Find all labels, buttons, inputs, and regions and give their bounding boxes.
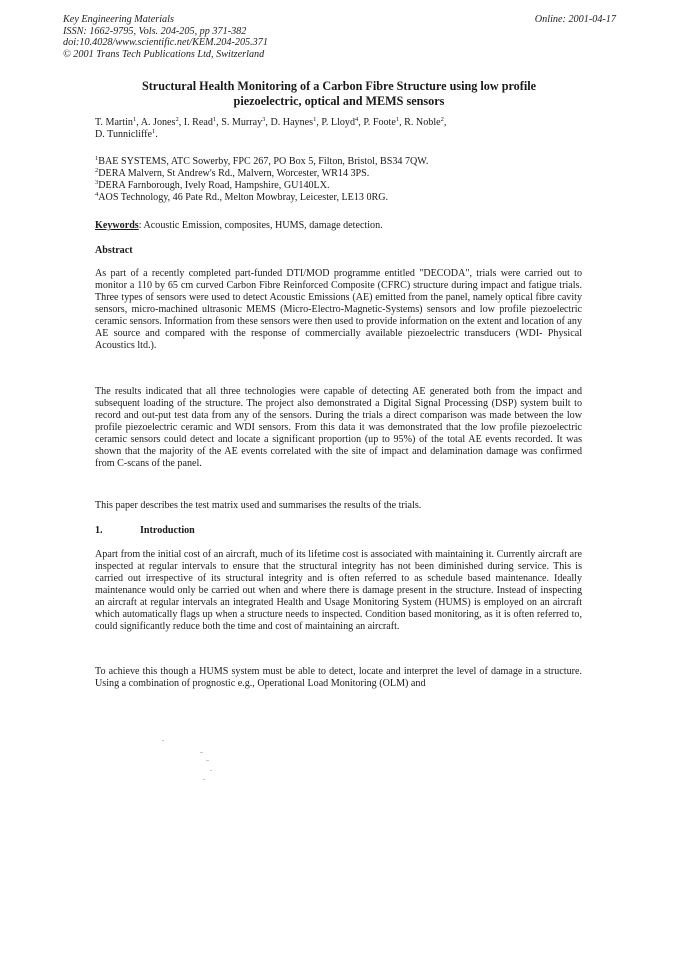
affiliation-number: 2 [95,167,99,174]
copyright-line: © 2001 Trans Tech Publications Ltd, Switzerland [63,48,265,60]
abstract-paragraph-2: The results indicated that all three technologies were capable of detecting AE generated both from the impact and subsequent loading of the structure. The project also demonstrated a Digital Signal Processing (DSP) system built to record and out-put test data from any of the sensors. During the trials a direct comparison was made between the low profile piezoelectric ceramic and WDI sensors. From this data it was demonstrated that the low profile piezoelectric ceramic sensors could detect and locate a significant proportion (up to 95%) of the total AE events recorded. It was shown that the majority of the AE events correlated with the site of impact and delamination damage was confirmed from C-scans of the panel. [95,386,582,469]
online-date: Online: 2001-04-17 [534,14,616,25]
title-line-2: piezoelectric, optical and MEMS sensors [233,93,445,108]
journal-name: Key Engineering Materials [63,14,174,25]
author-affiliation-mark: 2 [440,116,444,123]
abstract-heading: Abstract [95,245,133,256]
author-name: P. Foote [363,117,396,128]
author-name: R. Noble [404,117,441,128]
author-name: P. Lloyd [321,117,356,128]
doi-line[interactable]: doi:10.4028/www.scientific.net/KEM.204-205.371 [63,37,268,49]
author-line-2: D. Tunnicliffe$^1$. [95,128,158,140]
scan-speck [203,779,205,780]
section-heading [95,525,582,537]
author-affiliation-mark: 2 [175,116,179,123]
intro-paragraph-1: Apart from the initial cost of an aircraft, much of its lifetime cost is associated with maintaining it. Currently aircraft are inspected at regular intervals to ensure that the structural integrity has not been diminished during service. This is carried out irrespective of its structural integrity and is often referred to as schedule based maintenance. Ideally maintenance would only be carried out when and where there is damage present in the structure. Instead of inspecting an aircraft at regular intervals an integrated Health and Usage Monitoring System (HUMS) is employed on an aircraft which automatically flags up when a structure needs to inspected. Condition based monitoring, as it is often referred to, could significantly reduce both the time and cost of maintaining an aircraft. [95,549,582,632]
scan-speck [210,770,212,771]
keywords-line [95,220,582,232]
scan-speck [200,752,203,753]
scan-speck [206,760,209,761]
keywords-text: : Acoustic Emission, composites, HUMS, damage detection. [138,220,383,231]
affiliation-number: 3 [95,179,99,186]
abstract-paragraph-1: As part of a recently completed part-funded DTI/MOD programme entitled "DECODA", trials were carried out to monitor a 110 by 65 cm curved Carbon Fibre Reinforced Composite (CFRC) structure during impact and fatigue trials. Three types of sensors were used to detect Acoustic Emissions (AE) emitted from the panel, namely optical fibre cavity sensors, micro-machined ultrasonic MEMS (Micro-Electro-Magnetic-Systems) sensors and low profile piezoelectric ceramic sensors. Information from these sensors were then used to provide information on the extent and location of any AE source and compared with the response of commercially available piezoelectric transducers (WDI- Physical Acoustics ltd.). [95,268,582,351]
paper-title [80,79,598,108]
author-affiliation-mark: 1 [212,116,217,123]
author-affiliation-mark: 1 [152,128,156,135]
author-affiliation-mark: 4 [355,116,359,123]
affiliation-item: $^3$DERA Farnborough, Ively Road, Hampshire, GU140LX. [95,179,330,191]
author-name: D. Tunnicliffe [95,129,153,140]
affiliation-item: $^1$BAE SYSTEMS, ATC Sowerby, FPC 267, PO Box 5, Filton, Bristol, BS34 7QW. [95,155,429,167]
affiliation-list [95,156,582,204]
author-affiliation-mark: 3 [262,116,266,123]
author-affiliation-mark: 1 [313,116,317,123]
section-title: Introduction [140,525,195,536]
author-name: D. Haynes [270,117,314,128]
author-line-1: T. Martin$^1$, A. Jones$^2$, I. Read$^1$, S. Murray$^3$, D. Haynes$^1$, P. Lloyd$^4$, P. Foote$^1$, R. Noble$^2$, [95,116,447,128]
affiliation-item: $^2$DERA Malvern, St Andrew's Rd., Malvern, Worcester, WR14 3PS. [95,167,370,179]
author-name: A. Jones [140,117,176,128]
author-name: T. Martin [95,117,133,128]
keywords-label: Keywords [95,220,139,231]
journal-header [63,14,268,60]
author-affiliation-mark: 1 [395,116,400,123]
author-affiliation-mark: 1 [132,116,137,123]
affiliation-number: 1 [95,155,99,162]
title-line-1: Structural Health Monitoring of a Carbon Fibre Structure using low profile [141,79,537,93]
intro-paragraph-2: To achieve this though a HUMS system must be able to detect, locate and interpret the level of damage in a structure. Using a combination of prognostic e.g., Operational Load Monitoring (OLM) and [95,666,582,689]
scan-speck [162,740,164,741]
affiliation-item: $^4$AOS Technology, 46 Pate Rd., Melton Mowbray, Leicester, LE13 0RG. [95,191,389,203]
affiliation-number: 4 [95,191,99,198]
section-number: 1. [95,525,103,536]
author-name: S. Murray [221,117,263,128]
issn-line: ISSN: 1662-9795, Vols. 204-205, pp 371-382 [63,25,247,37]
author-list [95,117,582,141]
abstract-paragraph-3: This paper describes the test matrix used and summarises the results of the trials. [95,500,422,511]
author-name: I. Read [183,117,213,128]
